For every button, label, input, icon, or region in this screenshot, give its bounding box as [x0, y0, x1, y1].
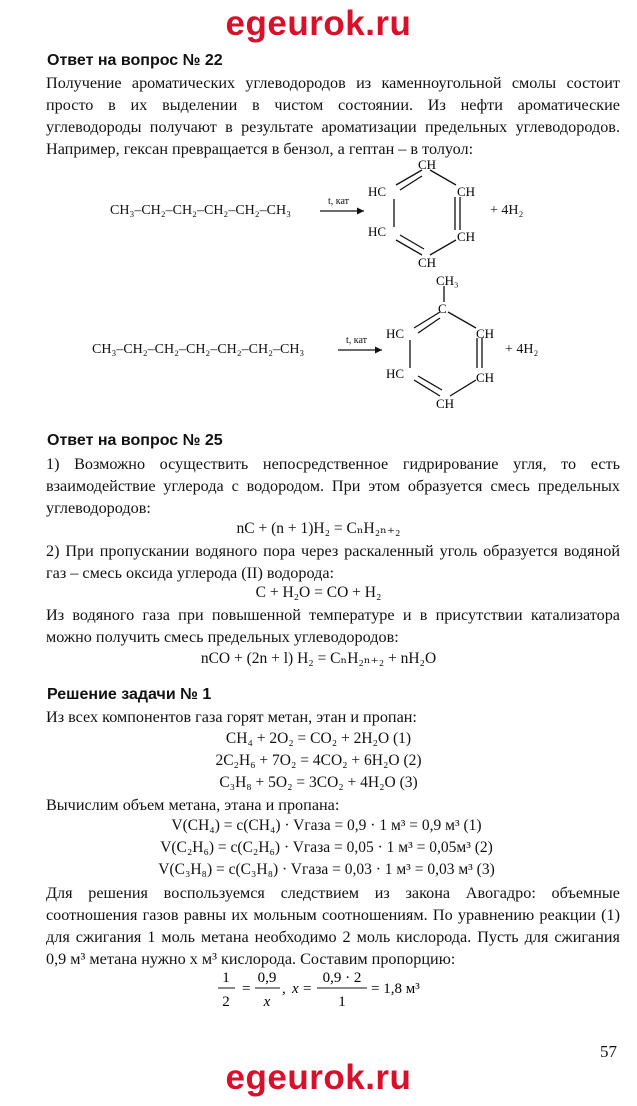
- task1-paragraph-2: Вычислим объем метана, этана и пропана:: [46, 796, 340, 814]
- q25-equation-3: nCO + (2n + l) H₂ = CₙH₂ₙ₊₂ + nH₂O: [200, 650, 437, 667]
- q25-equation-1: nC + (n + 1)H₂ = CₙH₂ₙ₊₂: [236, 520, 401, 537]
- toluene-ring: [378, 268, 518, 418]
- ring1-atom-bottom: CH: [418, 255, 437, 270]
- arrow1-condition: t, кат: [328, 196, 350, 207]
- heptane-formula: CH₃–CH₂–CH₂–CH₂–CH₂–CH₂–CH₃: [92, 342, 305, 357]
- ring2-atom-lower-right: CH: [476, 370, 495, 385]
- volume-ethane: V(C₂H₆) = c(C₂H₆) · Vгаза = 0,05 · 1 м³ = 0,05м³ (2): [160, 839, 493, 856]
- fraction2-denominator: x: [263, 994, 271, 1010]
- q25-heading: Ответ на вопрос № 25: [47, 432, 223, 449]
- q22-paragraph: Получение ароматических углеводородов из каменноугольной смолы состоит просто в их выделении в чистом состоянии. Из нефти ароматические углеводороды получают в результате ароматизации предельных углеводородов. Например, гексан превращается в бензол, а гептан – в толуол:: [46, 74, 620, 158]
- hexane-formula: CH₃–CH₂–CH₂–CH₂–CH₂–CH₃: [110, 203, 291, 218]
- ring2-atom-upper-left: HC: [386, 326, 405, 341]
- ring2-atom-bottom: CH: [436, 396, 455, 411]
- ring1-atom-lower-right: CH: [457, 229, 476, 244]
- watermark-top: egeurok.ru: [225, 4, 412, 43]
- hydrogen-product-2: + 4H₂: [505, 342, 539, 357]
- volume-methane: V(CH₄) = c(CH₄) · Vгаза = 0,9 · 1 м³ = 0,9 м³ (1): [171, 817, 482, 834]
- page-number: 57: [600, 1042, 617, 1061]
- ring2-atom-lower-left: HC: [386, 366, 405, 381]
- equals-1: =: [242, 981, 251, 997]
- q22-heading: Ответ на вопрос № 22: [47, 52, 223, 69]
- q25-paragraph-3: Из водяного газа при повышенной температуре и в присутствии катализатора можно получить смесь предельных углеводородов:: [46, 606, 620, 646]
- proportion-result: = 1,8 м³: [371, 981, 420, 997]
- task1-paragraph-1: Из всех компонентов газа горят метан, этан и пропан:: [46, 708, 417, 726]
- combustion-equation-2: 2C₂H₆ + 7O₂ = 4CO₂ + 6H₂O (2): [215, 752, 422, 769]
- ring1-atom-top: CH: [418, 157, 437, 172]
- equals-2: =: [303, 981, 312, 997]
- combustion-equation-3: C₃H₈ + 5O₂ = 3CO₂ + 4H₂O (3): [219, 774, 418, 791]
- combustion-equation-1: CH₄ + 2O₂ = CO₂ + 2H₂O (1): [225, 730, 412, 747]
- ring1-atom-upper-left: HC: [368, 184, 387, 199]
- fraction3-denominator: 1: [338, 994, 346, 1010]
- ring1-atom-upper-right: CH: [457, 184, 476, 199]
- proportion-formula: [215, 966, 455, 1016]
- task1-heading: Решение задачи № 1: [47, 686, 212, 703]
- volume-propane: V(C₃H₈) = c(C₃H₈) · Vгаза = 0,03 · 1 м³ = 0,03 м³ (3): [158, 861, 495, 878]
- ring1-atom-lower-left: HC: [368, 224, 387, 239]
- ring2-atom-top: C: [438, 301, 447, 316]
- arrow2-condition: t, кат: [346, 335, 368, 346]
- q25-paragraph-2: 2) При пропускании водяного пора через раскаленный уголь образуется водяной газ – смесь оксида углерода (II) водорода:: [46, 542, 620, 582]
- watermark-bottom: egeurok.ru: [225, 1058, 412, 1097]
- task1-paragraph-3: Для решения воспользуемся следствием из закона Авогадро: объемные соотношения газов равны их мольным соотношениям. По уравнению реакции (1) для сжигания 1 моль метана необходимо 2 моль кислорода. Пусть для сжигания 0,9 м³ метана нужно x м³ кислорода. Составим пропорцию:: [46, 884, 620, 968]
- toluene-methyl: CH₃: [436, 273, 459, 288]
- variable-x: x: [292, 981, 299, 997]
- ring2-atom-upper-right: CH: [476, 326, 495, 341]
- q25-equation-2: C + H₂O = CO + H₂: [255, 584, 382, 601]
- fraction2-numerator: 0,9: [257, 970, 277, 986]
- fraction1-denominator: 2: [222, 994, 230, 1010]
- fraction3-numerator: 0,9 · 2: [322, 970, 362, 986]
- q25-paragraph-1: 1) Возможно осуществить непосредственное гидрирование угля, то есть взаимодействие углерода с водородом. При этом образуется смесь предельных углеводородов:: [46, 455, 620, 517]
- hydrogen-product-1: + 4H₂: [490, 203, 524, 218]
- fraction1-numerator: 1: [222, 970, 230, 986]
- benzene-ring: [360, 155, 490, 275]
- proportion-comma: ,: [282, 981, 286, 997]
